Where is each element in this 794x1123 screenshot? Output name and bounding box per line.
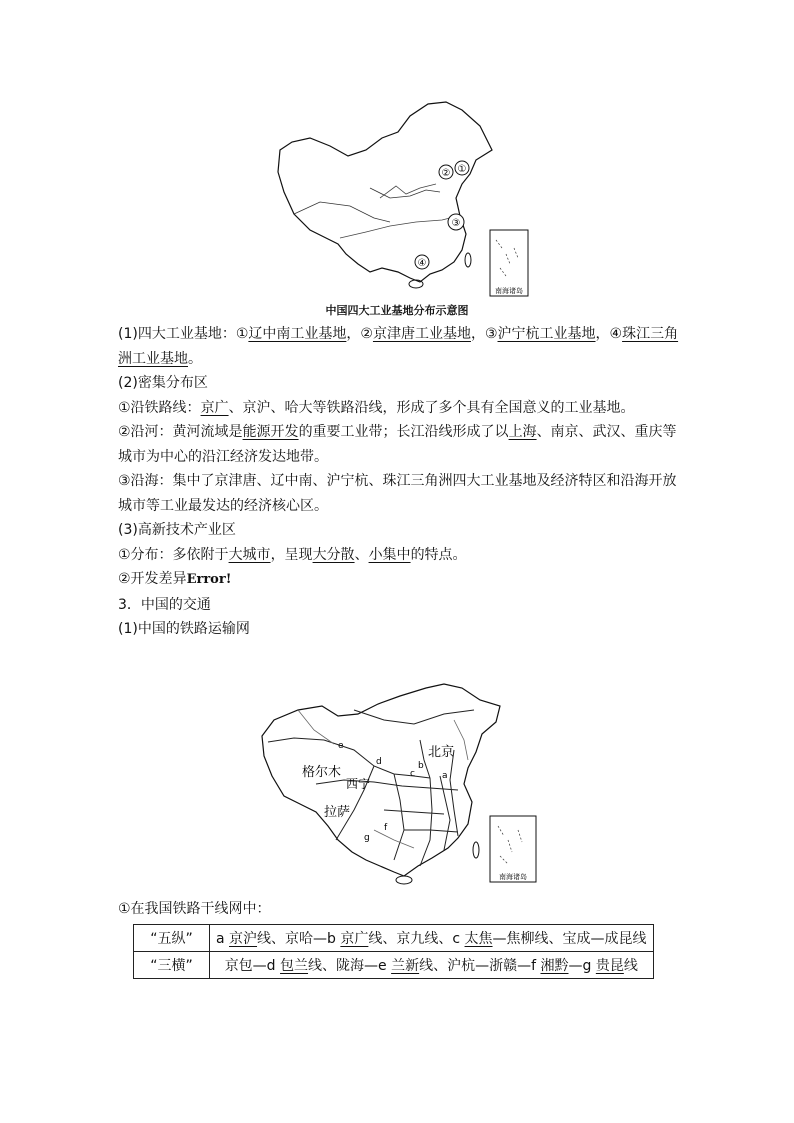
marker-3: ③ <box>451 218 461 229</box>
line-f: f <box>384 823 388 833</box>
line-d: d <box>376 757 382 767</box>
along-river: ②沿河：黄河流域是能源开发的重要工业带；长江沿线形成了以上海、南京、武汉、重庆等 <box>118 424 677 440</box>
rail-note <box>118 897 683 922</box>
taiwan-island <box>465 253 471 267</box>
marker-4: ④ <box>417 258 427 269</box>
along-river-2: 城市为中心的沿江经济发达地带。 <box>118 448 328 465</box>
china-outline-2 <box>262 684 500 876</box>
dense-area-title: (2)密集分布区 <box>118 375 208 391</box>
rail-note-text: ①在我国铁路干线网中： <box>118 901 271 917</box>
line-c: c <box>410 769 415 779</box>
hainan-island-2 <box>396 876 412 884</box>
hainan-island <box>409 280 423 288</box>
hitech-difference: ②开发差异Error! <box>118 571 232 587</box>
line-b: b <box>418 761 424 771</box>
line-a: a <box>442 771 448 781</box>
hitech-title: (3)高新技术产业区 <box>118 522 236 538</box>
row-value-vertical: a 京沪线、京哈—b 京广线、京九线、c 太焦—焦柳线、宝成—成昆线 <box>210 925 654 952</box>
city-golmud: 格尔木 <box>302 765 342 780</box>
industry-text <box>118 322 683 642</box>
along-coast-2: 城市等工业最发达的经济核心区。 <box>118 497 328 514</box>
river-yangtze <box>340 216 458 238</box>
table-row <box>134 925 654 952</box>
rail-table-wrap <box>133 924 654 979</box>
marker-1: ① <box>457 164 467 175</box>
table-row <box>134 952 654 979</box>
city-xining: 西宁 <box>346 777 371 791</box>
railway-network-title: (1)中国的铁路运输网 <box>118 621 250 637</box>
hitech-distribution: ①分布：多依附于大城市，呈现大分散、小集中的特点。 <box>118 546 467 563</box>
inset-label-2: 南海诸岛 <box>499 873 527 881</box>
four-bases-line-2: 洲工业基地。 <box>118 350 202 367</box>
tibet-border <box>294 202 390 222</box>
rail-lines <box>268 710 474 866</box>
city-lhasa: 拉萨 <box>324 805 351 820</box>
line-e: e <box>338 741 344 751</box>
along-coast: ③沿海：集中了京津唐、辽中南、沪宁杭、珠江三角洲四大工业基地及经济特区和沿海开放 <box>118 473 677 489</box>
row-key-horizontal: “三横” <box>134 952 210 979</box>
row-value-horizontal: 京包—d 包兰线、陇海—e 兰新线、沪杭—浙赣—f 湘黔—g 贵昆线 <box>210 952 654 979</box>
inset-label: 南海诸岛 <box>495 287 523 295</box>
taiwan-island-2 <box>473 842 479 858</box>
four-bases-line: (1)四大工业基地：①辽中南工业基地，②京津唐工业基地，③沪宁杭工业基地，④珠江三角 <box>118 326 679 342</box>
marker-2: ② <box>441 168 451 179</box>
china-outline <box>278 102 492 282</box>
map1-caption: 中国四大工业基地分布示意图 <box>325 304 469 317</box>
railway-map <box>254 680 539 887</box>
transport-heading: 3．中国的交通 <box>118 596 211 613</box>
rail-table <box>133 924 654 979</box>
line-g: g <box>364 833 370 843</box>
industrial-bases-map <box>270 98 532 300</box>
city-beijing: 北京 <box>428 745 455 760</box>
along-railway: ①沿铁路线：京广、京沪、哈大等铁路沿线，形成了多个具有全国意义的工业基地。 <box>118 399 635 416</box>
row-key-vertical: “五纵” <box>134 925 210 952</box>
